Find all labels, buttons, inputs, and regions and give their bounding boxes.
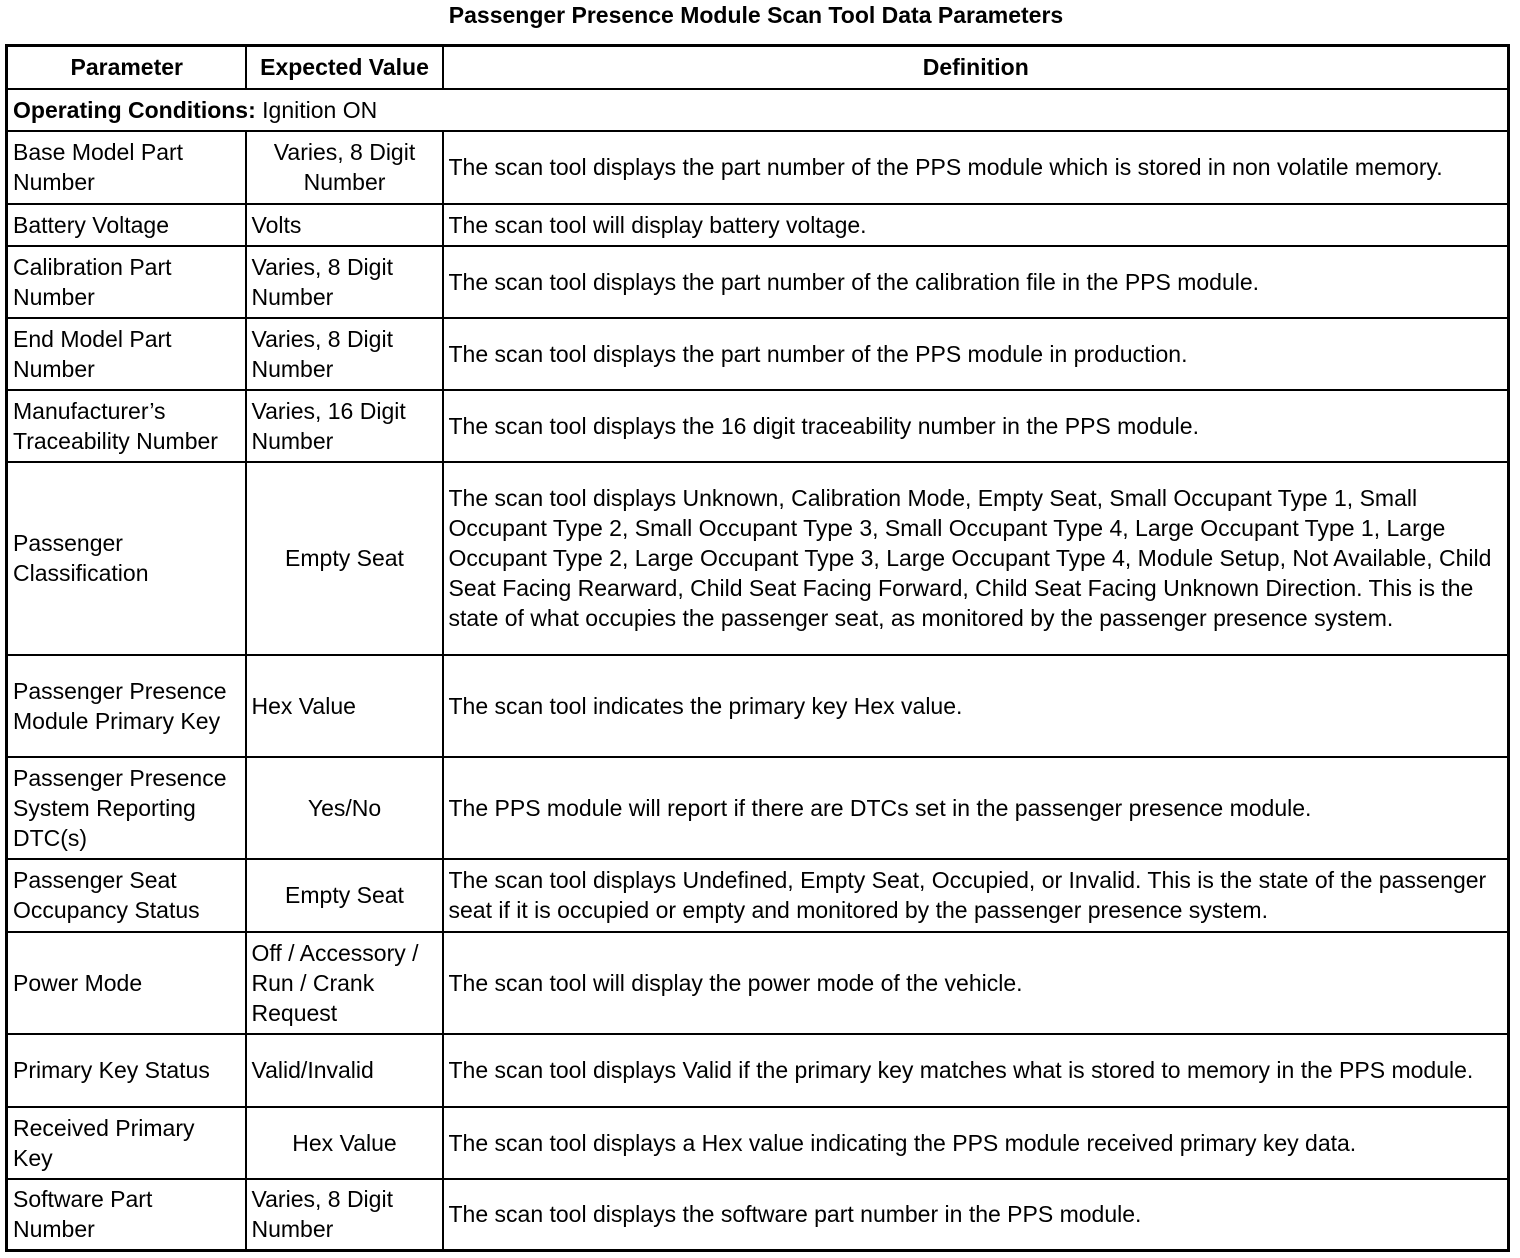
parameter-cell: Base Model Part Number (7, 131, 246, 204)
definition-cell: The scan tool displays Valid if the primary key matches what is stored to memory in the PPS module. (443, 1034, 1509, 1107)
definition-cell: The scan tool displays the part number of the calibration file in the PPS module. (443, 246, 1509, 318)
definition-cell: The PPS module will report if there are DTCs set in the passenger presence module. (443, 757, 1509, 859)
table-row (7, 1107, 1509, 1179)
definition-cell: The scan tool will display the power mode of the vehicle. (443, 932, 1509, 1034)
parameter-cell: Calibration Part Number (7, 246, 246, 318)
operating-conditions-row (7, 89, 1509, 131)
expected-value-cell: Hex Value (246, 655, 443, 757)
expected-value-cell: Empty Seat (246, 859, 443, 932)
header-expected-value: Expected Value (246, 46, 443, 89)
definition-cell: The scan tool displays Undefined, Empty Seat, Occupied, or Invalid. This is the state of the passenger seat if it is occupied or empty and monitored by the passenger presence system. (443, 859, 1509, 932)
expected-value-cell: Hex Value (246, 1107, 443, 1179)
table-row (7, 1179, 1509, 1251)
table-row (7, 318, 1509, 390)
parameter-cell: Received Primary Key (7, 1107, 246, 1179)
table-row (7, 757, 1509, 859)
definition-cell: The scan tool will display battery voltage. (443, 204, 1509, 246)
table-row (7, 859, 1509, 932)
parameter-cell: Passenger Classification (7, 462, 246, 655)
expected-value-cell: Varies, 8 Digit Number (246, 318, 443, 390)
parameter-cell: Primary Key Status (7, 1034, 246, 1107)
header-parameter: Parameter (7, 46, 246, 89)
expected-value-cell: Volts (246, 204, 443, 246)
table-row (7, 462, 1509, 655)
expected-value-cell: Varies, 16 Digit Number (246, 390, 443, 462)
expected-value-cell: Empty Seat (246, 462, 443, 655)
parameter-cell: End Model Part Number (7, 318, 246, 390)
definition-cell: The scan tool displays the software part number in the PPS module. (443, 1179, 1509, 1251)
definition-cell: The scan tool displays the part number of the PPS module in production. (443, 318, 1509, 390)
header-definition: Definition (443, 46, 1509, 89)
table-row (7, 390, 1509, 462)
definition-cell: The scan tool displays the 16 digit traceability number in the PPS module. (443, 390, 1509, 462)
expected-value-cell: Varies, 8 Digit Number (246, 131, 443, 204)
page-title: Passenger Presence Module Scan Tool Data Parameters (448, 2, 1064, 28)
operating-conditions-value: Ignition ON (255, 96, 378, 123)
header-row (7, 46, 1509, 89)
parameter-cell: Passenger Seat Occupancy Status (7, 859, 246, 932)
parameter-cell: Software Part Number (7, 1179, 246, 1251)
definition-cell: The scan tool displays Unknown, Calibration Mode, Empty Seat, Small Occupant Type 1, Small Occupant Type 2, Small Occupant Type 3, Small Occupant Type 4, Large Occupant Type 1, Large Occupant Type 2, Large Occupant Type 3, Large Occupant Type 4, Module Setup, Not Available, Child Seat Facing Rearward, Child Seat Facing Forward, Child Seat Facing Unknown Direction. This is the state of what occupies the passenger seat, as monitored by the passenger presence system. (443, 462, 1509, 655)
expected-value-cell: Off / Accessory / Run / Crank Request (246, 932, 443, 1034)
parameters-table (5, 44, 1510, 1252)
operating-conditions-label: Operating Conditions: (13, 96, 256, 123)
definition-cell: The scan tool indicates the primary key Hex value. (443, 655, 1509, 757)
expected-value-cell: Yes/No (246, 757, 443, 859)
table-row (7, 655, 1509, 757)
parameter-cell: Passenger Presence System Reporting DTC(s) (7, 757, 246, 859)
parameter-cell: Power Mode (7, 932, 246, 1034)
parameter-cell: Battery Voltage (7, 204, 246, 246)
parameter-cell: Manufacturer’s Traceability Number (7, 390, 246, 462)
expected-value-cell: Varies, 8 Digit Number (246, 246, 443, 318)
parameter-cell: Passenger Presence Module Primary Key (7, 655, 246, 757)
definition-cell: The scan tool displays the part number of the PPS module which is stored in non volatile memory. (443, 131, 1509, 204)
operating-conditions-cell (7, 89, 1509, 131)
table-row (7, 131, 1509, 204)
definition-cell: The scan tool displays a Hex value indicating the PPS module received primary key data. (443, 1107, 1509, 1179)
table-row (7, 246, 1509, 318)
table-row (7, 932, 1509, 1034)
expected-value-cell: Valid/Invalid (246, 1034, 443, 1107)
table-row (7, 204, 1509, 246)
expected-value-cell: Varies, 8 Digit Number (246, 1179, 443, 1251)
table-row (7, 1034, 1509, 1107)
